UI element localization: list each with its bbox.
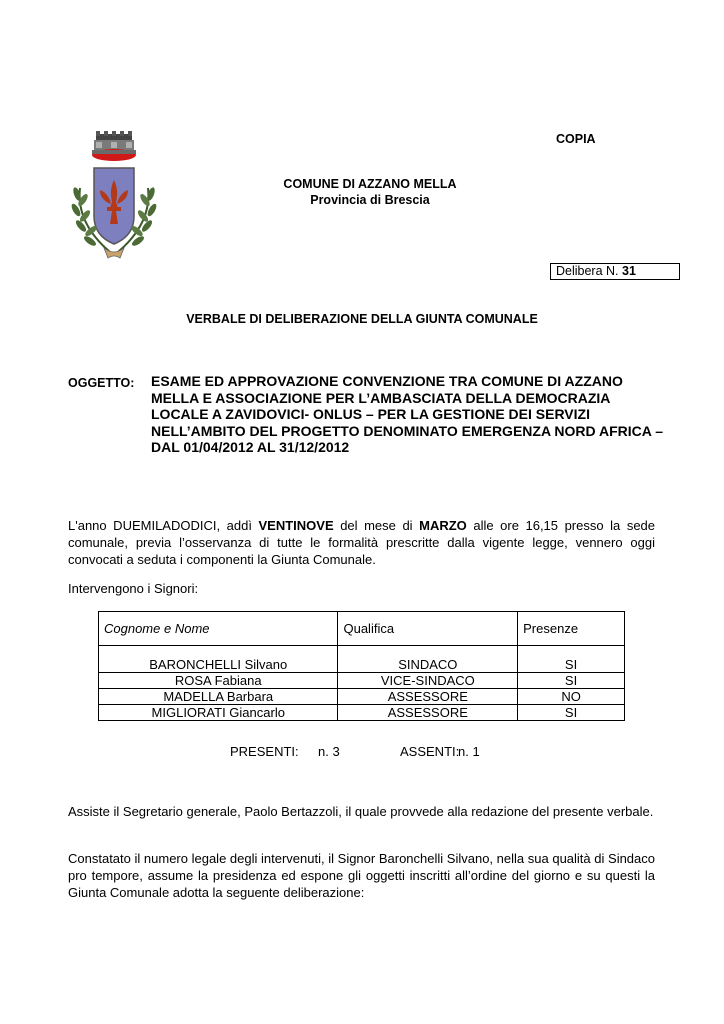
intro-part1: L'anno DUEMILADODICI, addì <box>68 518 259 533</box>
intro-day: VENTINOVE <box>258 518 334 533</box>
table-row <box>99 673 625 689</box>
member-name: BARONCHELLI Silvano <box>99 657 338 673</box>
table-row <box>99 705 625 721</box>
member-role: ASSESSORE <box>338 689 518 705</box>
member-name: ROSA Fabiana <box>99 673 338 689</box>
document-title: VERBALE DI DELIBERAZIONE DELLA GIUNTA COMUNALE <box>186 312 538 326</box>
intro-paragraph <box>68 517 655 568</box>
present-count: n. 3 <box>318 744 340 759</box>
coat-of-arms-icon <box>66 128 162 264</box>
members-table <box>98 611 625 721</box>
attendees-intro: Intervengono i Signori: <box>68 581 199 596</box>
subject-text: ESAME ED APPROVAZIONE CONVENZIONE TRA COMUNE DI AZZANO MELLA E ASSOCIAZIONE PER L’AMBASCIATA DELLA DEMOCRAZIA LOCALE A ZAVIDOVICI- ONLUS – PER LA GESTIONE DEI SERVIZI NELL’AMBITO DEL PROGETTO DENOMINATO EMERGENZA NORD AFRICA – DAL 01/04/2012 AL 31/12/2012 <box>151 373 664 456</box>
intro-part2: del mese di <box>333 518 420 533</box>
subject-label: OGGETTO: <box>68 376 135 390</box>
table-row <box>99 657 625 673</box>
member-presence: SI <box>518 705 625 721</box>
table-row <box>99 689 625 705</box>
intro-part3: alle ore 16,15 presso la sede comunale, previa l’osservanza di tutte le formalità prescritte dalla vigente legge, vennero oggi convocati a seduta i componenti la Giunta Comunale. <box>68 518 656 567</box>
column-header-role: Qualifica <box>338 612 518 646</box>
present-label: PRESENTI: <box>230 744 299 759</box>
member-role: ASSESSORE <box>338 705 518 721</box>
intro-month: MARZO <box>419 518 467 533</box>
table-spacer-row <box>99 646 625 658</box>
absent-count: n. 1 <box>458 744 480 759</box>
column-header-name: Cognome e Nome <box>99 612 338 646</box>
delibera-number-box <box>550 263 680 280</box>
column-header-presence: Presenze <box>518 612 625 646</box>
copy-label: COPIA <box>556 132 596 146</box>
delibera-label: Delibera N. <box>556 264 619 278</box>
delibera-number: 31 <box>622 264 636 278</box>
member-name: MIGLIORATI Giancarlo <box>99 705 338 721</box>
quorum-paragraph: Constatato il numero legale degli intervenuti, il Signor Baronchelli Silvano, nella sua qualità di Sindaco pro tempore, assume la presidenza ed espone gli oggetti inscritti all’ordine del giorno e su questi la Giunta Comunale adotta la seguente deliberazione: <box>68 851 655 900</box>
secretary-paragraph: Assiste il Segretario generale, Paolo Bertazzoli, il quale provvede alla redazione del presente verbale. <box>68 804 654 819</box>
member-presence: SI <box>518 673 625 689</box>
member-presence: SI <box>518 657 625 673</box>
absent-label: ASSENTI: <box>400 744 460 759</box>
table-header-row <box>99 612 625 646</box>
province-name: Provincia di Brescia <box>310 193 430 207</box>
member-presence: NO <box>518 689 625 705</box>
member-role: SINDACO <box>338 657 518 673</box>
municipality-name: COMUNE DI AZZANO MELLA <box>283 177 457 191</box>
municipality-header <box>240 176 500 208</box>
member-role: VICE-SINDACO <box>338 673 518 689</box>
member-name: MADELLA Barbara <box>99 689 338 705</box>
